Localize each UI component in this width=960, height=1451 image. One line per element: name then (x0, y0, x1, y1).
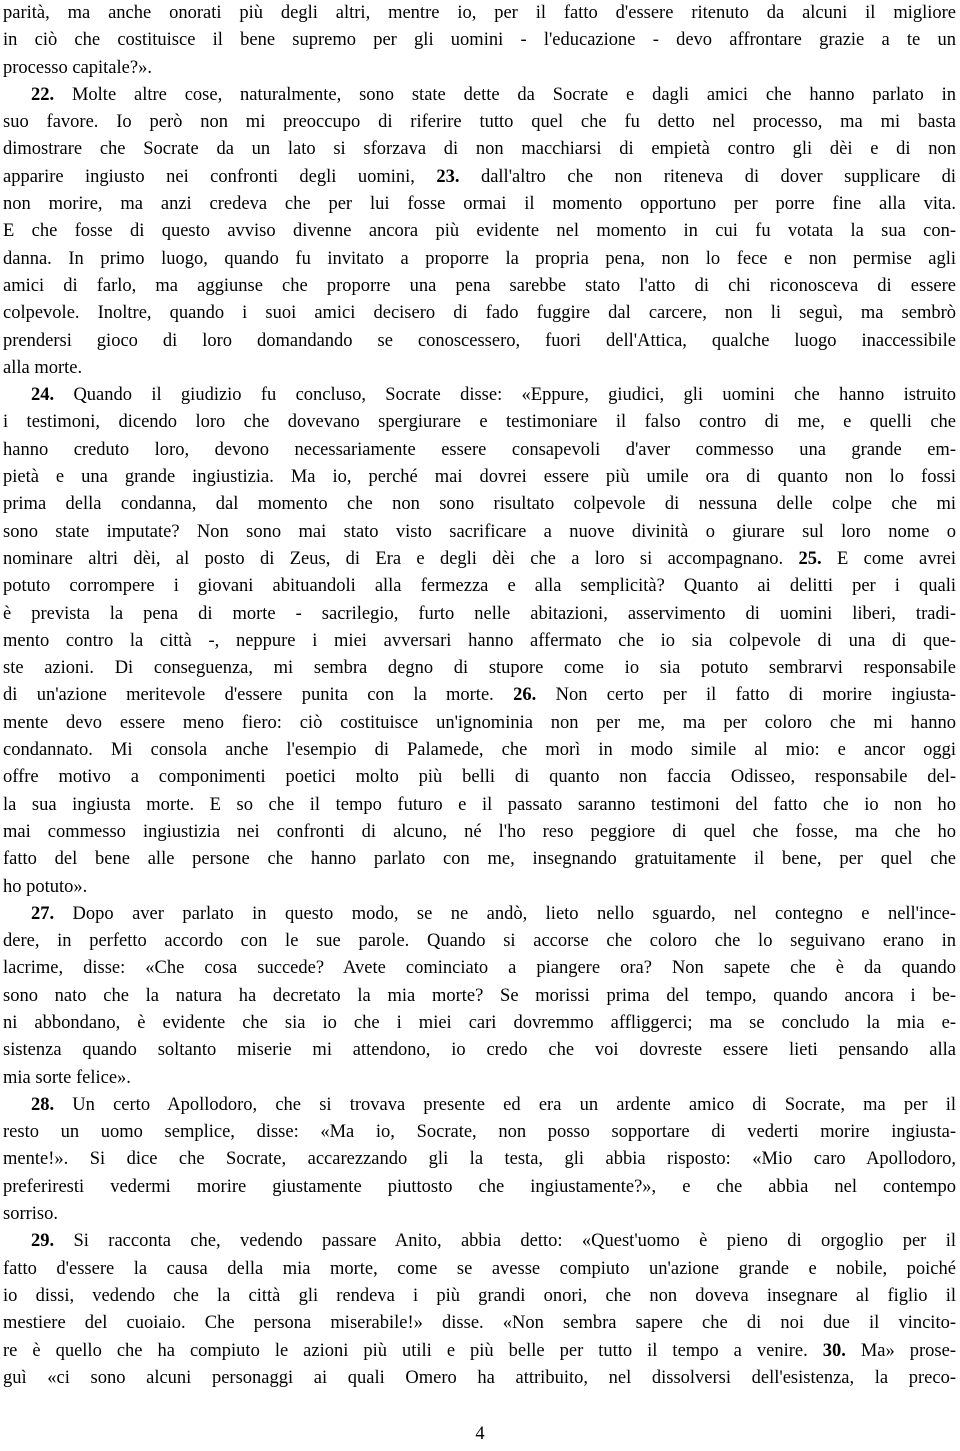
text-line (3, 737, 956, 764)
text-line (3, 1037, 956, 1064)
text-line (3, 1092, 956, 1119)
text-line (3, 682, 956, 709)
text-line (3, 273, 956, 300)
text-line (3, 546, 956, 573)
line-text: alla morte. (3, 357, 83, 378)
line-text: pietà e una grande ingiustizia. Ma io, perché mai dovrei essere più umile ora di quanto non lo fossi (3, 467, 956, 488)
line-text: lacrime, disse: «Che cosa succede? Avete cominciato a piangere ora? Non sapete che è da quando (3, 958, 956, 979)
section-number: 26. (513, 685, 537, 706)
line-text: apparire ingiusto nei confronti degli uomini, (3, 166, 437, 187)
line-text: offre motivo a componimenti poetici molto più belli di quanto non faccia Odisseo, responsabile del- (3, 767, 956, 788)
document-body (3, 0, 956, 1392)
text-line (3, 628, 956, 655)
line-text: mente!». Si dice che Socrate, accarezzando gli la testa, gli abbia risposto: «Mio caro Apollodoro, (3, 1149, 956, 1170)
line-text: ste azioni. Di conseguenza, mi sembra degno di stupore come io sia potuto sembrarvi responsabile (3, 658, 956, 679)
line-text: dall'altro che non riteneva di dover supplicare di (459, 166, 956, 187)
line-text: danna. In primo luogo, quando fu invitato a proporre la propria pena, non lo fece e non permise agli (3, 248, 956, 269)
text-line (3, 355, 956, 382)
section-number: 27. (31, 903, 55, 924)
line-text: Non certo per il fatto di morire ingiusta- (536, 685, 956, 706)
line-text: nominare altri dèi, al posto di Zeus, di Era e degli dèi che a loro si accompagnano. (3, 548, 799, 569)
text-line (3, 983, 956, 1010)
line-text: re è quello che ha compiuto le azioni più utili e più belle per tutto il tempo a venire. (3, 1340, 823, 1361)
text-line (3, 164, 956, 191)
text-line (3, 1310, 956, 1337)
line-text: in ciò che costituisce il bene supremo per gli uomini - l'educazione - devo affrontare grazie a te un (3, 30, 956, 51)
line-text: ni abbondano, è evidente che sia io che i miei cari dovremmo affliggerci; ma se concludo la mia e- (3, 1012, 956, 1033)
text-line (3, 328, 956, 355)
line-text: mente devo essere meno fiero: ciò costituisce un'ignominia non per me, ma per coloro che mi hanno (3, 712, 956, 733)
section-number: 25. (798, 548, 822, 569)
section-number: 28. (31, 1094, 55, 1115)
line-text: di un'azione meritevole d'essere punita con la morte. (3, 685, 514, 706)
text-line (3, 1119, 956, 1146)
section-number: 30. (822, 1340, 846, 1361)
line-text: dere, in perfetto accordo con le sue parole. Quando si accorse che coloro che lo seguivano erano in (3, 931, 956, 952)
line-text: mestiere del cuoiaio. Che persona miserabile!» disse. «Non sembra sapere che di noi due il vincito- (3, 1313, 956, 1334)
text-line (3, 109, 956, 136)
line-text: fatto d'essere la causa della mia morte, come se avesse compiuto un'azione grande e nobile, poiché (3, 1258, 956, 1279)
section-number: 29. (31, 1231, 55, 1252)
line-text: ho potuto». (3, 876, 88, 897)
text-line (3, 0, 956, 27)
text-line (3, 246, 956, 273)
line-text: resto un uomo semplice, disse: «Ma io, Socrate, non posso sopportare di vederti morire ingiusta- (3, 1122, 956, 1143)
line-text: prima della condanna, dal momento che non sono risultato colpevole di nessuna delle colpe che mi (3, 494, 956, 515)
text-line (3, 655, 956, 682)
text-line (3, 874, 956, 901)
text-line (3, 1256, 956, 1283)
text-line (3, 819, 956, 846)
text-line (3, 792, 956, 819)
line-text: Quando il giudizio fu concluso, Socrate disse: «Eppure, giudici, gli uomini che hanno istruito (54, 385, 956, 406)
text-line (3, 1201, 956, 1228)
line-text: dimostrare che Socrate da un lato si sforzava di non macchiarsi di empietà contro gli dèi e di non (3, 139, 956, 160)
line-text: sono nato che la natura ha decretato la mia morte? Se morissi prima del tempo, quando ancora i be- (3, 985, 956, 1006)
text-line (3, 27, 956, 54)
line-text: sono state imputate? Non sono mai stato visto sacrificare a nuove divinità o giurare sul loro nome o (3, 521, 956, 542)
line-text: guì «ci sono alcuni personaggi ai quali Omero ha attribuito, nel dissolversi dell'esistenza, la preco- (3, 1367, 956, 1388)
text-line (3, 901, 956, 928)
line-text: la sua ingiusta morte. E so che il tempo futuro e il passato saranno testimoni del fatto che io non ho (3, 794, 956, 815)
line-text: preferiresti vedermi morire giustamente piuttosto che ingiustamente?», e che abbia nel contempo (3, 1176, 956, 1197)
section-number: 24. (31, 385, 55, 406)
text-line (3, 409, 956, 436)
line-text: Un certo Apollodoro, che si trovava presente ed era un ardente amico di Socrate, ma per il (54, 1094, 956, 1115)
line-text: hanno creduto loro, devono necessariamente essere consapevoli d'aver commesso una grande em- (3, 439, 956, 460)
text-line (3, 1365, 956, 1392)
text-line (3, 1338, 956, 1365)
text-line (3, 1010, 956, 1037)
line-text: E che fosse di questo avviso divenne ancora più evidente nel momento in cui fu votata la sua con- (3, 221, 956, 242)
line-text: parità, ma anche onorati più degli altri, mentre io, per il fatto d'essere ritenuto da alcuni il migliore (3, 3, 956, 23)
text-line (3, 464, 956, 491)
page-number: 4 (475, 1424, 485, 1444)
section-number: 22. (31, 84, 55, 105)
text-line (3, 1146, 956, 1173)
text-line (3, 491, 956, 518)
text-line (3, 300, 956, 327)
text-line (3, 601, 956, 628)
text-line (3, 1174, 956, 1201)
text-line (3, 928, 956, 955)
text-line (3, 218, 956, 245)
line-text: colpevole. Inoltre, quando i suoi amici decisero di fado fuggire dal carcere, non li seguì, ma sembrò (3, 303, 956, 324)
line-text: i testimoni, dicendo loro che dovevano spergiurare e testimoniare il falso contro di me, e quelli che (3, 412, 956, 433)
line-text: mia sorte felice». (3, 1067, 131, 1088)
line-text: amici di farlo, ma aggiunse che proporre una pena sarebbe stato l'atto di chi riconosceva di essere (3, 275, 956, 296)
text-line (3, 1228, 956, 1255)
line-text: mai commesso ingiustizia nei confronti di alcuno, né l'ho reso peggiore di quel che fosse, ma che ho (3, 821, 956, 842)
line-text: io dissi, vedendo che la città gli rendeva i più grandi onori, che non doveva insegnare al figlio il (3, 1285, 956, 1306)
text-line (3, 136, 956, 163)
text-line (3, 1283, 956, 1310)
text-line (3, 437, 956, 464)
line-text: prendersi gioco di loro domandando se conoscessero, fuori dell'Attica, qualche luogo inaccessibile (3, 330, 956, 351)
text-line (3, 519, 956, 546)
text-line (3, 82, 956, 109)
line-text: non morire, ma anzi credeva che per lui fosse ormai il momento opportuno per porre fine alla vita. (3, 194, 956, 215)
line-text: Molte altre cose, naturalmente, sono state dette da Socrate e dagli amici che hanno parlato in (54, 84, 956, 105)
line-text: potuto corrompere i giovani abituandoli alla fermezza e alla semplicità? Quanto ai delitti per i quali (3, 576, 956, 597)
text-line (3, 1065, 956, 1092)
text-line (3, 55, 956, 82)
text-line (3, 573, 956, 600)
line-text: condannato. Mi consola anche l'esempio di Palamede, che morì in modo simile al mio: e ancor oggi (3, 740, 956, 761)
line-text: Ma» prose- (845, 1340, 956, 1361)
line-text: sorriso. (3, 1204, 58, 1225)
line-text: E come avrei (821, 548, 956, 569)
text-line (3, 710, 956, 737)
text-line (3, 764, 956, 791)
line-text: mento contro la città -, neppure i miei avversari hanno affermato che io sia colpevole di una di que- (3, 630, 956, 651)
line-text: sistenza quando soltanto miserie mi attendono, io credo che voi dovreste essere lieti pensando alla (3, 1040, 956, 1061)
text-line (3, 382, 956, 409)
line-text: processo capitale?». (3, 57, 152, 78)
text-line (3, 955, 956, 982)
line-text: suo favore. Io però non mi preoccupo di riferire tutto quel che fu detto nel processo, ma mi basta (3, 112, 956, 133)
text-line (3, 191, 956, 218)
line-text: Si racconta che, vedendo passare Anito, abbia detto: «Quest'uomo è pieno di orgoglio per il (54, 1231, 956, 1252)
line-text: fatto del bene alle persone che hanno parlato con me, insegnando gratuitamente il bene, per quel che (3, 849, 956, 870)
section-number: 23. (436, 166, 460, 187)
line-text: è prevista la pena di morte - sacrilegio, furto nelle abitazioni, asservimento di uomini liberi, tradi- (3, 603, 956, 624)
text-line (3, 846, 956, 873)
line-text: Dopo aver parlato in questo modo, se ne andò, lieto nello sguardo, nel contegno e nell'ince- (54, 903, 956, 924)
